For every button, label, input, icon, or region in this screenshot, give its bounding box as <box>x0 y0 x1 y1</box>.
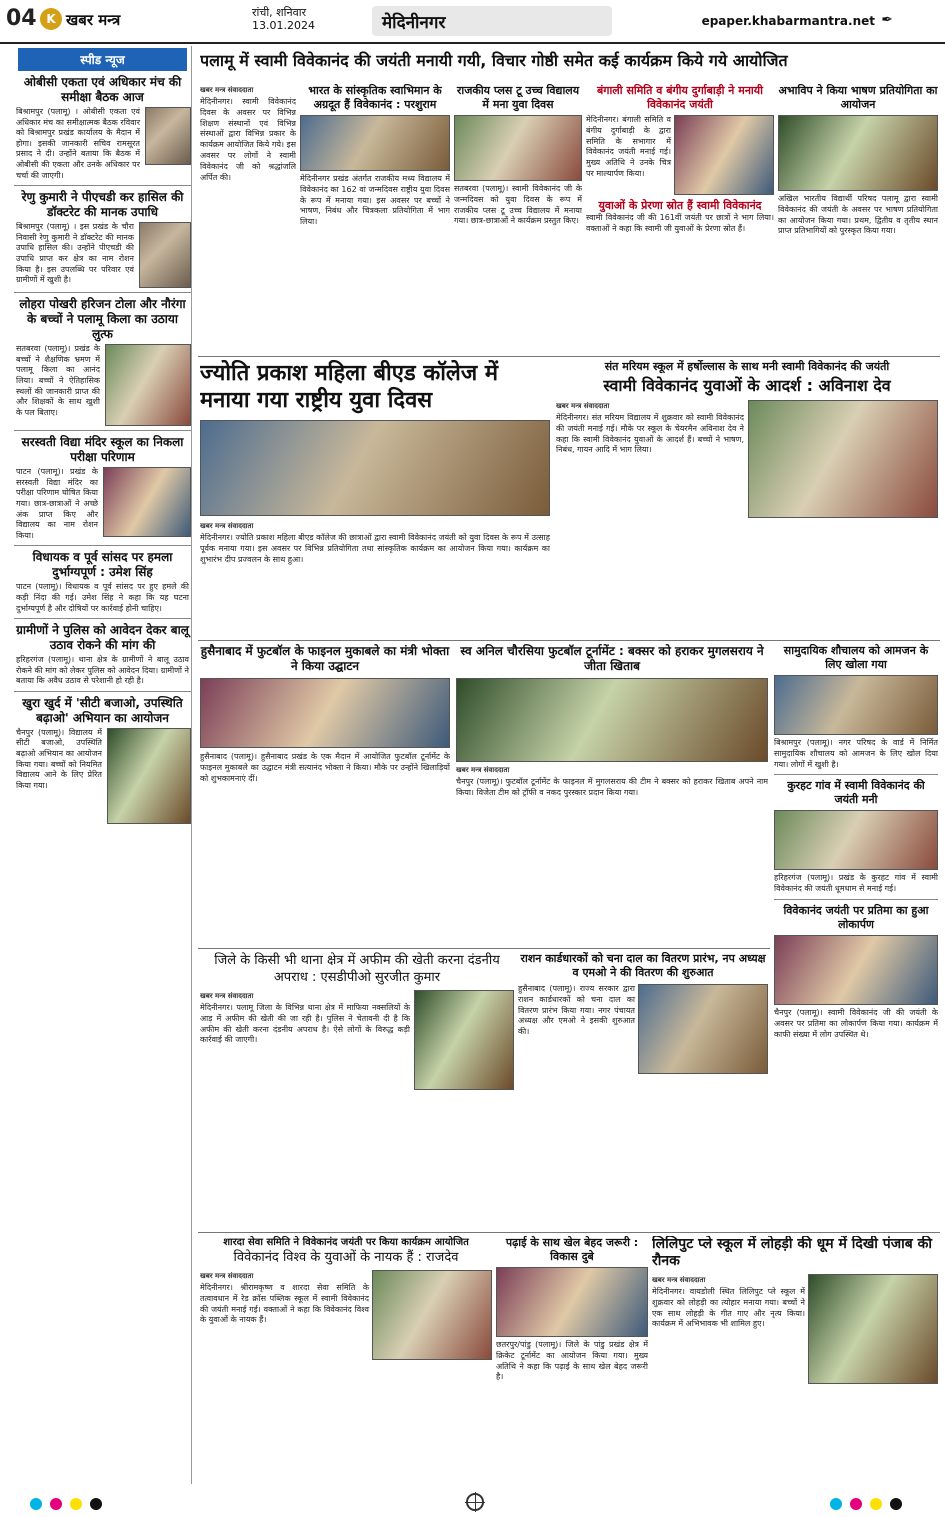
lohri-story <box>652 1236 938 1486</box>
right-story-text: मेदिनीनगर। संत मरियम विद्यालय में शुक्रवार को स्वामी विवेकानंद की जयंती मनाई गई। मौके पर स्कूल के चेयरमैन अविनाश देव ने कहा कि स्वामी विवेकानंद युवाओं के आदर्श हैं। बच्चों ने भाषण, निबंध, गायन आदि में भाग लिया। <box>556 413 744 455</box>
right-story-photo <box>748 400 938 518</box>
brief-2-text: बिश्रामपुर (पलामू) । इस प्रखंड के चौरा निवासी रेणु कुमारी ने डॉक्टरेट की मानक उपाधि हासिल की। उन्होंने पीएचडी की उपाधि प्राप्त कर क्षेत्र का नाम रोशन किया है। इस उपलब्धि पर परिवार एवं ग्रामीणों में खुशी है। <box>16 222 134 285</box>
brand-logo: K <box>40 8 62 30</box>
top-col-1-text: मेदिनीनगर। स्वामी विवेकानंद दिवस के अवसर पर विभिन्न शिक्षण संस्थानों एवं विभिन्न संस्थाओं द्वारा विभिन्न प्रकार के कार्यक्रम आयोजित किये गये। इस अवसर पर लोगों ने स्वामी विवेकानंद जी को श्रद्धांजलि अर्पित की। <box>200 97 296 182</box>
brief-3-photo <box>105 344 191 426</box>
brief-1-headline: ओबीसी एकता एवं अधिकार मंच की समीक्षा बैठक आज <box>23 75 182 104</box>
top-col-5 <box>778 84 938 352</box>
ration-headline: राशन कार्डधारकों को चना दाल का वितरण प्रारंभ, नप अध्यक्ष व एमओ ने की वितरण की शुरुआत <box>520 952 766 979</box>
top-col-4-subhead: युवाओं के प्रेरणा स्रोत हैं स्वामी विवेकानंद <box>598 199 762 212</box>
top-col-4-photo <box>674 115 774 195</box>
main-story-photo <box>200 420 550 516</box>
football-headline: हुसैनाबाद में फुटबॉल के फाइनल मुकाबले का मंत्री भोक्ता ने किया उद्घाटन <box>200 644 450 673</box>
ration-photo <box>638 984 768 1074</box>
brief-2-photo <box>139 222 191 288</box>
right-briefs <box>774 644 938 1226</box>
brief-4-photo <box>103 467 191 537</box>
sharda-kicker: शारदा सेवा समिति ने विवेकानंद जयंती पर किया कार्यक्रम आयोजित <box>223 1237 469 1248</box>
brief-7-photo <box>107 728 191 824</box>
opium-photo <box>414 990 514 1090</box>
divider <box>774 899 938 900</box>
top-col-2-photo <box>300 115 450 171</box>
anil-text: चैनपुर (पलामू)। फुटबॉल टूर्नामेंट के फाइनल में मुगलसराय की टीम ने बक्सर को हराकर खिताब अपने नाम किया। विजेता टीम को ट्रॉफी व नकद पुरस्कार प्रदान किया गया। <box>456 777 768 797</box>
football-text: हुसैनाबाद (पलामू)। हुसैनाबाद प्रखंड के एक मैदान में आयोजित फुटबॉल टूर्नामेंट के फाइनल मुकाबले का उद्घाटन मंत्री सत्यानंद भोक्ता ने किया। मौके पर उन्होंने खिलाड़ियों को शुभकामनाएं दीं। <box>200 752 450 783</box>
lohri-headline: लिलिपुट प्ले स्कूल में लोहड़ी की धूम में दिखी पंजाब की रौनक <box>652 1236 932 1269</box>
kurhat-text: हरिहरगंज (पलामू)। प्रखंड के कुरहट गांव में स्वामी विवेकानंद की जयंती धूमधाम से मनाई गई। <box>774 873 938 894</box>
divider <box>14 618 191 619</box>
brand-name: खबर मन्त्र <box>66 11 121 29</box>
brief-4-text: पाटन (पलामू)। प्रखंड के सरस्वती विद्या मंदिर का परीक्षा परिणाम घोषित किया गया। छात्र-छात्राओं ने अच्छे अंक प्राप्त किए और विद्यालय का नाम रोशन किया। <box>16 467 98 540</box>
black-dot <box>90 1498 102 1510</box>
khel-photo <box>496 1267 648 1337</box>
brief-6-headline: ग्रामीणों ने पुलिस को आवेदन देकर बालू उठाव रोकने की मांग की <box>16 623 189 653</box>
brief-3-headline: लोहरा पोखरी हरिजन टोला और नौरंगा के बच्चों ने पलामू किला का उठाया लुत्फ <box>19 297 186 342</box>
brief-6-text: हरिहरगंज (पलामू)। थाना क्षेत्र के ग्रामीणों ने बालू उठाव रोकने की मांग को लेकर पुलिस को आवेदन दिया। ग्रामीणों ने बताया कि अवैध उठाव से परेशानी हो रही है। <box>16 655 189 686</box>
top-col-4-text: मेदिनीनगर। बंगाली समिति व बंगीय दुर्गाबाड़ी के द्वारा समिति के सभागार में विवेकानंद जयंती मनाई गई। मुख्य अतिथि ने उनके चित्र पर माल्यार्पण किया। <box>586 115 671 178</box>
sharda-headline: विवेकानंद विश्व के युवाओं के नायक हैं : राजदेव <box>233 1250 459 1265</box>
right-story-kicker: संत मरियम स्कूल में हर्षोल्लास के साथ मनी स्वामी विवेकानंद की जयंती <box>604 360 890 373</box>
registration-target-icon <box>466 1493 484 1511</box>
divider <box>14 691 191 692</box>
yellow-dot <box>870 1498 882 1510</box>
statue-photo <box>774 935 938 1005</box>
divider <box>14 430 191 431</box>
byline: खबर मन्त्र संवाददाता <box>200 1272 254 1280</box>
main-story-headline: ज्योति प्रकाश महिला बीएड कॉलेज में मनाया गया राष्ट्रीय युवा दिवस <box>200 361 498 413</box>
khel-headline: पढ़ाई के साथ खेल बेहद जरूरी : विकास दुबे <box>505 1236 639 1263</box>
anil-photo <box>456 678 768 762</box>
anil-headline: स्व अनिल चौरसिया फुटबॉल टूर्नामेंट : बक्सर को हराकर मुगलसराय ने जीता खिताब <box>460 644 764 673</box>
rule <box>198 356 940 357</box>
top-col-4-subtext: स्वामी विवेकानंद जी की 161वीं जयंती पर छात्रों ने भाग लिया। वक्ताओं ने कहा कि स्वामी जी युवाओं के प्रेरणा स्रोत हैं। <box>586 213 774 233</box>
kurhat-headline: कुरहट गांव में स्वामी विवेकानंद की जयंती मनी <box>787 779 925 807</box>
opium-story <box>200 952 514 1228</box>
black-dot <box>890 1498 902 1510</box>
toilet-photo <box>774 675 938 735</box>
brief-4-headline: सरस्वती विद्या मंदिर स्कूल का निकला परीक्षा परिणाम <box>21 435 184 465</box>
football-story <box>200 644 450 944</box>
dateline <box>252 6 315 32</box>
divider <box>14 292 191 293</box>
khel-story <box>496 1236 648 1486</box>
divider <box>14 545 191 546</box>
page-number: 04 <box>6 6 37 31</box>
left-column <box>14 46 192 1484</box>
epaper-url[interactable]: epaper.khabarmantra.net <box>701 14 875 28</box>
opium-text: मेदिनीनगर। पलामू जिला के विभिन्न थाना क्षेत्र में माफिया नक्सलियों के आड़ में अफीम की खेती की जा रही है। पुलिस ने चेतावनी दी है कि अफीम की खेती करना दंडनीय अपराध है। ऐसे लोगों के विरुद्ध कड़ी कार्रवाई की जाएगी। <box>200 1003 410 1045</box>
divider <box>14 185 191 186</box>
toilet-headline: सामुदायिक शौचालय को आमजन के लिए खोला गया <box>783 644 929 671</box>
top-col-5-headline: अभाविप ने किया भाषण प्रतियोगिता का आयोजन <box>778 84 938 111</box>
top-col-4 <box>586 84 774 352</box>
top-banner-headline: पलामू में स्वामी विवेकानंद की जयंती मनायी गयी, विचार गोष्ठी समेत कई कार्यक्रम किये गये आयोजित <box>200 51 788 70</box>
top-col-2-headline: भारत के सांस्कृतिक स्वाभिमान के अग्रदूत हैं विवेकानंद : परशुराम <box>308 84 442 111</box>
rule <box>198 640 940 641</box>
brief-7-text: चैनपुर (पलामू)। विद्यालय में सीटी बजाओ, उपस्थिति बढ़ाओ अभियान का आयोजन किया गया। बच्चों को नियमित विद्यालय आने के लिए प्रेरित किया गया। <box>16 727 102 790</box>
ration-text: हुसैनाबाद (पलामू)। राज्य सरकार द्वारा राशन कार्डधारकों को चना दाल का वितरण प्रारंभ किया गया। नगर पंचायत अध्यक्ष और एमओ ने इसकी शुरुआत की। <box>518 984 635 1037</box>
top-col-3-headline: राजकीय प्लस टू उच्च विद्यालय में मना युवा दिवस <box>456 84 580 111</box>
top-col-2 <box>300 84 450 352</box>
main-story-text: मेदिनीनगर। ज्योति प्रकाश महिला बीएड कॉलेज की छात्राओं द्वारा स्वामी विवेकानंद जयंती को युवा दिवस के रूप में उत्साह पूर्वक मनाया गया। इस अवसर पर विभिन्न प्रतियोगिता तथा सांस्कृतिक कार्यक्रम का आयोजन किया गया। कार्यक्रम का शुभारंभ दीप प्रज्वलन के साथ हुआ। <box>200 533 550 564</box>
byline: खबर मन्त्र संवाददाता <box>652 1276 706 1284</box>
anil-story <box>456 644 768 944</box>
pen-icon: ✒ <box>881 12 893 28</box>
speed-news-label: स्पीड न्यूज <box>18 48 187 71</box>
sharda-text: मेदिनीनगर। श्रीरामकृष्ण व शारदा सेवा समिति के तत्वावधान में रेड क्रॉस पब्लिक स्कूल में स्वामी विवेकानंद की जयंती मनाई गई। वक्ताओं ने कहा कि विवेकानंद विश्व के युवाओं के नायक हैं। <box>200 1283 369 1325</box>
lohri-photo <box>808 1274 938 1384</box>
top-col-1 <box>200 84 296 352</box>
brief-5-text: पाटन (पलामू)। विधायक व पूर्व सांसद पर हुए हमले की कड़ी निंदा की गई। उमेश सिंह ने कहा कि यह घटना दुर्भाग्यपूर्ण है और दोषियों पर कार्रवाई होनी चाहिए। <box>16 582 189 613</box>
brief-2-headline: रेणु कुमारी ने पीएचडी कर हासिल की डॉक्टरेट की मानक उपाधि <box>21 190 184 220</box>
top-col-5-text: अखिल भारतीय विद्यार्थी परिषद पलामू द्वारा स्वामी विवेकानंद की जयंती के अवसर पर भाषण प्रतियोगिता का आयोजन किया गया। प्रथम, द्वितीय व तृतीय स्थान प्राप्त प्रतिभागियों को पुरस्कृत किया गया। <box>778 194 938 236</box>
brief-1-photo <box>145 107 191 165</box>
brief-3-text: सतबरवा (पलामू)। प्रखंड के बच्चों ने शैक्षणिक भ्रमण में पलामू किला का आनंद लिया। बच्चों ने ऐतिहासिक स्थलों की जानकारी प्राप्त की और शिक्षकों के साथ खुशी के पल बिताए। <box>16 344 100 417</box>
top-col-2-text: मेदिनीनगर प्रखंड अंतर्गत राजकीय मध्य विद्यालय में विवेकानंद का 162 वां जन्मदिवस राष्ट्रीय युवा दिवस के रूप में मनाया गया। इस अवसर पर बच्चों ने भाषण, निबंध और चित्रकला प्रतियोगिता में भाग लिया। <box>300 174 450 227</box>
sharda-story <box>200 1236 492 1486</box>
brief-5-headline: विधायक व पूर्व सांसद पर हमला दुर्भाग्यपूर्ण : उमेश सिंह <box>32 550 173 580</box>
toilet-text: बिश्रामपुर (पलामू)। नगर परिषद के वार्ड में निर्मित सामुदायिक शौचालय को आमजन के लिए खोल दिया गया। लोगों में खुशी है। <box>774 738 938 769</box>
top-col-4-headline: बंगाली समिति व बंगीय दुर्गाबाड़ी ने मनायी विवेकानंद जयंती <box>596 84 764 111</box>
kurhat-photo <box>774 810 938 870</box>
statue-headline: विवेकानंद जयंती पर प्रतिमा का हुआ लोकार्पण <box>783 903 929 931</box>
brief-1-text: बिश्रामपुर (पलामू) । ओबीसी एकता एवं अधिकार मंच का समीक्षात्मक बैठक रविवार को बिश्रामपुर प्रखंड कार्यालय के मैदान में होगा। इसकी जानकारी सचिव रामसूरत प्रसाद ने दी। उन्होंने बताया कि बैठक में ओबीसी की एकता और उनके अधिकार पर चर्चा की जाएगी। <box>16 107 140 180</box>
top-col-5-photo <box>778 115 938 191</box>
lohri-text: मेदिनीनगर। वायडोली स्थित लिलिपुट प्ले स्कूल में शुक्रवार को लोहड़ी का त्योहार मनाया गया। बच्चों ने एक साथ लोहड़ी के गीत गाए और नृत्य किया। कार्यक्रम में अभिभावक भी शामिल हुए। <box>652 1287 805 1329</box>
divider <box>774 774 938 775</box>
yellow-dot <box>70 1498 82 1510</box>
top-banner <box>200 50 938 76</box>
main-story <box>200 360 550 636</box>
cyan-dot <box>30 1498 42 1510</box>
sharda-photo <box>372 1270 492 1360</box>
football-photo <box>200 678 450 748</box>
byline: खबर मन्त्र संवाददाता <box>200 522 254 530</box>
rule <box>198 948 770 949</box>
rule <box>198 1232 940 1233</box>
top-col-3-text: सतबरवा (पलामू)। स्वामी विवेकानंद जी के जन्मदिवस को युवा दिवस के रूप में राजकीय प्लस टू उच्च विद्यालय में मनाया गया। छात्र-छात्राओं ने कार्यक्रम प्रस्तुत किए। <box>454 184 582 226</box>
top-col-3-photo <box>454 115 582 181</box>
footer-registration-marks <box>0 1490 945 1517</box>
magenta-dot <box>850 1498 862 1510</box>
brief-7-headline: खुरा खुर्द में 'सीटी बजाओ, उपस्थिति बढ़ाओ' अभियान का आयोजन <box>22 695 183 725</box>
khel-text: छतरपुर/पांडु (पलामू)। जिले के पांडु प्रखंड क्षेत्र में क्रिकेट टूर्नामेंट का आयोजन किया गया। मुख्य अतिथि ने कहा कि पढ़ाई के साथ खेल बेहद जरूरी है। <box>496 1340 648 1382</box>
edition-name: मेदिनीनगर <box>372 6 612 36</box>
top-col-3 <box>454 84 582 352</box>
byline: खबर मन्त्र संवाददाता <box>456 766 510 774</box>
opium-headline: जिले के किसी भी थाना क्षेत्र में अफीम की खेती करना दंडनीय अपराध : एसडीपीओ सुरजीत कुमार <box>214 953 500 985</box>
magenta-dot <box>50 1498 62 1510</box>
city-day: रांची, शनिवार <box>252 6 307 19</box>
cyan-dot <box>830 1498 842 1510</box>
right-story <box>556 360 938 636</box>
statue-text: चैनपुर (पलामू)। स्वामी विवेकानंद जी की जयंती के अवसर पर प्रतिमा का लोकार्पण किया गया। कार्यक्रम में काफी संख्या में लोग उपस्थित थे। <box>774 1007 938 1039</box>
right-story-headline: स्वामी विवेकानंद युवाओं के आदर्श : अविनाश देव <box>603 376 891 395</box>
issue-date: 13.01.2024 <box>252 19 315 32</box>
byline: खबर मन्त्र संवाददाता <box>200 86 254 94</box>
byline: खबर मन्त्र संवाददाता <box>556 402 610 410</box>
byline: खबर मन्त्र संवाददाता <box>200 992 254 1000</box>
masthead <box>0 0 945 44</box>
ration-story <box>518 952 768 1228</box>
